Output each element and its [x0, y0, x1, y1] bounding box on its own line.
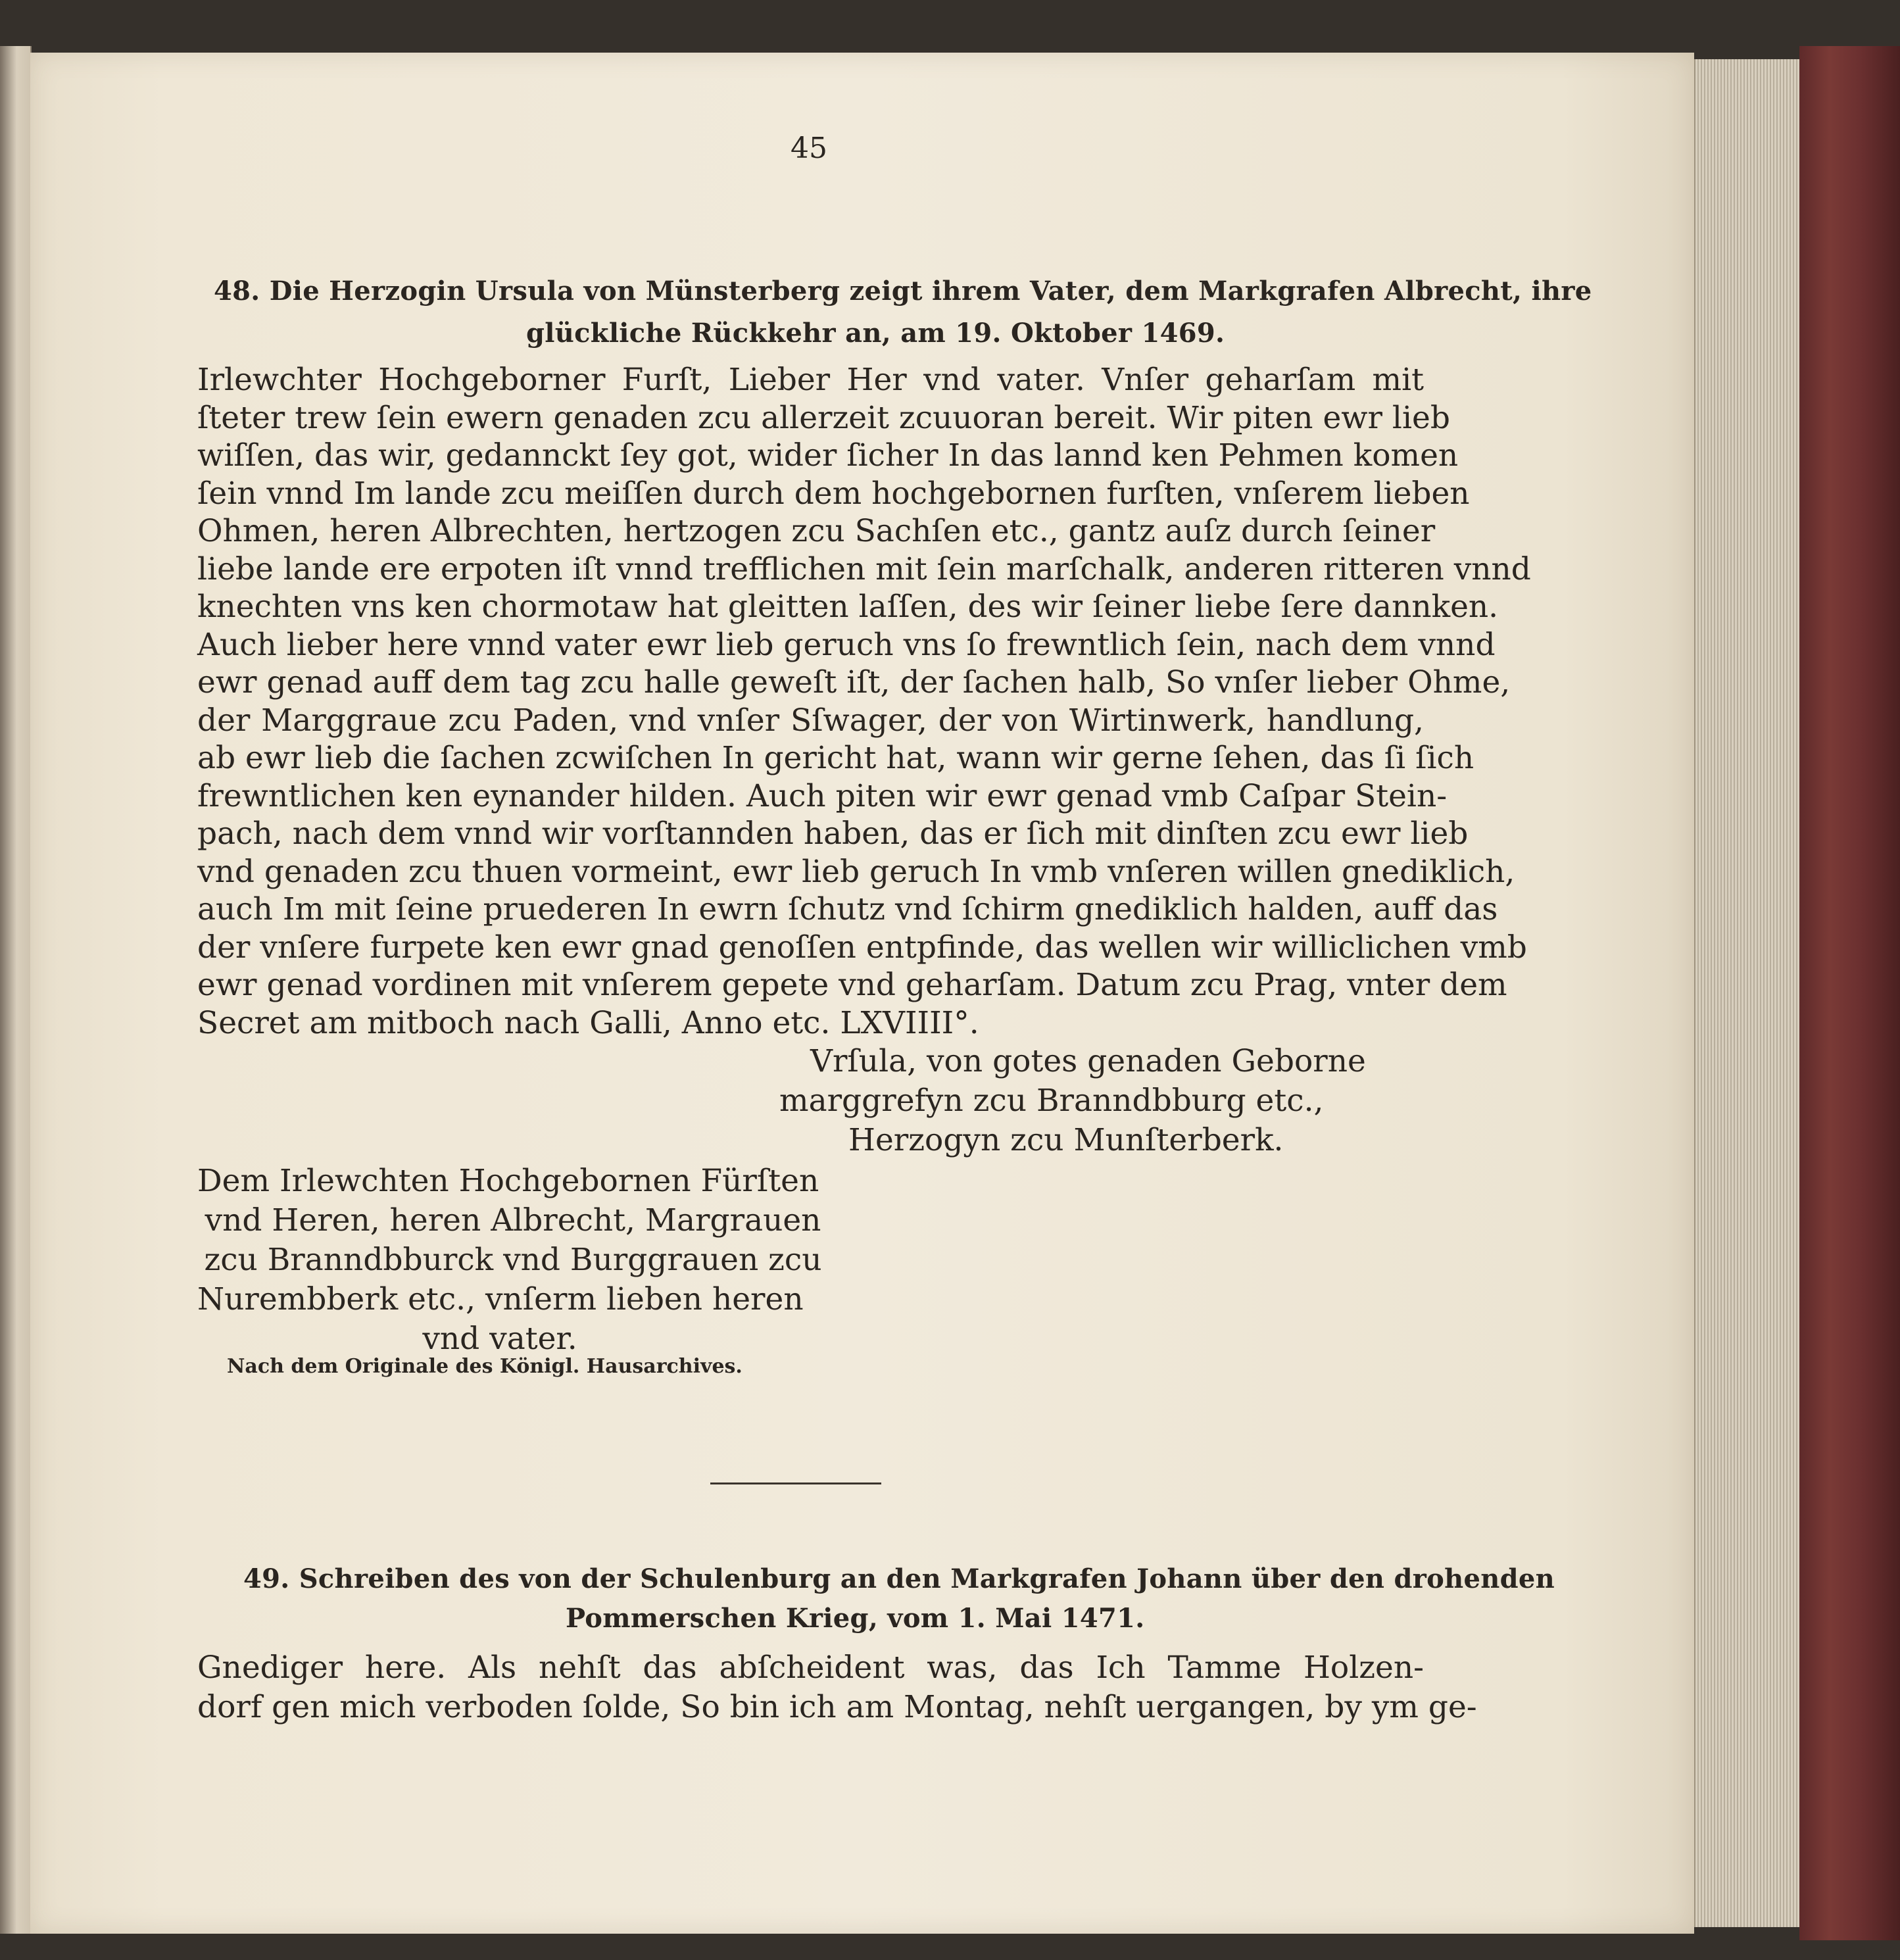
doc49-body-line: dorf gen mich verboden ſolde, So bin ich am Montag, nehſt uergangen, by ym ge-	[197, 1689, 1477, 1725]
doc48-body-line: der vnſere furpete ken ewr gnad genoſſen entpfinde, das wellen wir williclichen vmb	[197, 929, 1527, 966]
doc48-body-line: wiſſen, das wir, gedannckt ſey got, wider ſicher In das lannd ken Pehmen komen	[197, 437, 1459, 474]
doc48-heading-line2: glückliche Rückkehr an, am 19. Oktober 1469.	[526, 318, 1225, 349]
doc48-body-line: liebe lande ere erpoten iſt vnnd trefflichen mit ſein marſchalk, anderen ritteren vnnd	[197, 551, 1531, 587]
doc48-body-line: Secret am mitboch nach Galli, Anno etc. LXVIIII°.	[197, 1004, 979, 1041]
doc48-body-line: Ohmen, heren Albrechten, hertzogen zcu Sachſen etc., gantz auſz durch ſeiner	[197, 513, 1436, 549]
page-stack-edge	[1694, 59, 1801, 1927]
signature-line-2: marggrefyn zcu Branndbburg etc.,	[779, 1083, 1324, 1119]
address-line-5: vnd vater.	[422, 1321, 577, 1357]
doc48-body-line: pach, nach dem vnnd wir vorſtannden haben, das er ſich mit dinſten zcu ewr lieb	[197, 816, 1469, 852]
doc48-heading-line1: 48. Die Herzogin Ursula von Münsterberg zeigt ihrem Vater, dem Markgrafen Albrecht, ihre	[214, 276, 1592, 306]
doc48-body-line: der Marggraue zcu Paden, vnd vnſer Sſwager, der von Wirtinwerk, handlung,	[197, 702, 1424, 739]
doc48-body-line: knechten vns ken chormotaw hat gleitten laſſen, des wir ſeiner liebe ſere dannken.	[197, 589, 1499, 625]
doc48-body-line: ewr genad auff dem tag zcu halle geweſt iſt, der ſachen halb, So vnſer lieber Ohme,	[197, 664, 1511, 700]
doc48-body-line: auch Im mit ſeine pruederen In ewrn ſchutz vnd ſchirm gnediklich halden, auff das	[197, 891, 1498, 927]
address-line-3: zcu Branndbburck vnd Burggrauen zcu	[204, 1242, 822, 1278]
doc48-body-line: frewntlichen ken eynander hilden. Auch piten wir ewr genad vmb Caſpar Stein-	[197, 777, 1448, 814]
separator-rule	[710, 1482, 881, 1484]
doc48-body-line: vnd genaden zcu thuen vormeint, ewr lieb geruch In vmb vnſeren willen gnediklich,	[197, 853, 1515, 890]
doc48-body-line: ewr genad vordinen mit vnſerem gepete vnd geharſam. Datum zcu Prag, vnter dem	[197, 967, 1507, 1003]
doc48-body-line: ſteter trew ſein ewern genaden zcu allerzeit zcuuoran bereit. Wir piten ewr lieb	[197, 399, 1450, 436]
source-note: Nach dem Originale des Königl. Hausarchives.	[227, 1355, 743, 1378]
doc48-body-line: Auch lieber here vnnd vater ewr lieb geruch vns ſo frewntlich ſein, nach dem vnnd	[197, 626, 1496, 663]
address-line-4: Nurembberk etc., vnſerm lieben heren	[197, 1281, 804, 1317]
doc48-body-line: ſein vnnd Im lande zcu meiſſen durch dem hochgebornen furſten, vnſerem lieben	[197, 475, 1470, 512]
address-line-1: Dem Irlewchten Hochgebornen Fürſten	[197, 1163, 819, 1199]
address-line-2: vnd Heren, heren Albrecht, Margrauen	[205, 1202, 821, 1238]
book-cover-edge	[1799, 46, 1900, 1940]
left-page-edge	[0, 46, 32, 1934]
doc49-body-line: Gnediger here. Als nehſt das abſcheident was, das Ich Tamme Holzen-	[197, 1650, 1424, 1686]
page-number: 45	[791, 132, 827, 165]
doc49-heading-line1: 49. Schreiben des von der Schulenburg an den Markgrafen Johann über den drohenden	[243, 1563, 1555, 1594]
signature-line-1: Vrſula, von gotes genaden Geborne	[810, 1043, 1366, 1079]
doc48-body-line: Irlewchter Hochgeborner Furſt, Lieber Her vnd vater. Vnſer geharſam mit	[197, 362, 1424, 398]
signature-line-3: Herzogyn zcu Munſterberk.	[848, 1122, 1284, 1158]
doc49-heading-line2: Pommerschen Krieg, vom 1. Mai 1471.	[566, 1603, 1145, 1634]
doc48-body-line: ab ewr lieb die ſachen zcwiſchen In gericht hat, wann wir gerne ſehen, das ſi ſich	[197, 740, 1474, 776]
